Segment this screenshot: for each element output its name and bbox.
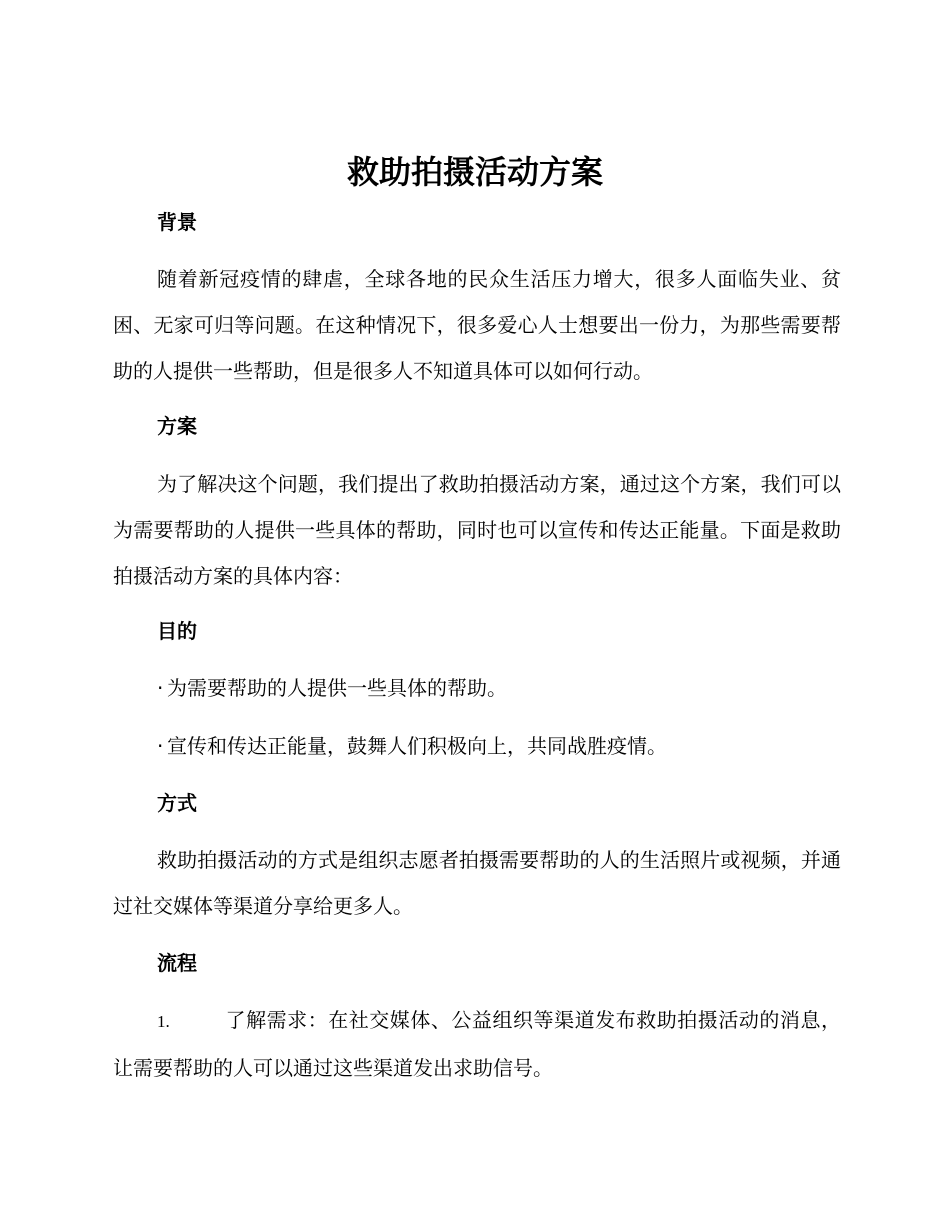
- purpose-bullet-item: [157, 674, 507, 702]
- purpose-bullet-text: 为需要帮助的人提供一些具体的帮助。: [167, 676, 507, 700]
- section-heading-purpose: 目的: [157, 619, 197, 643]
- bullet-marker: ·: [157, 734, 164, 758]
- purpose-bullet-text: 宣传和传达正能量，鼓舞人们积极向上，共同战胜疫情。: [167, 734, 667, 758]
- plan-paragraph: 为了解决这个问题，我们提出了救助拍摄活动方案，通过这个方案，我们可以为需要帮助的人提供一些具体的帮助，同时也可以宣传和传达正能量。下面是救助拍摄活动方案的具体内容：: [113, 472, 841, 588]
- section-heading-plan: 方案: [157, 414, 197, 438]
- section-heading-process: 流程: [157, 951, 197, 975]
- process-step-number: 1.: [157, 1012, 170, 1031]
- bullet-marker: ·: [157, 676, 164, 700]
- section-heading-background: 背景: [157, 210, 197, 234]
- document-title: 救助拍摄活动方案: [346, 153, 603, 191]
- section-heading-method: 方式: [157, 791, 197, 815]
- process-step: [113, 997, 841, 1091]
- process-step-text: 了解需求：在社交媒体、公益组织等渠道发布救助拍摄活动的消息，让需要帮助的人可以通过这些渠道发出求助信号。: [113, 1008, 841, 1080]
- background-paragraph: 随着新冠疫情的肆虐，全球各地的民众生活压力增大，很多人面临失业、贫困、无家可归等问题。在这种情况下，很多爱心人士想要出一份力，为那些需要帮助的人提供一些帮助，但是很多人不知道具体可以如何行动。: [113, 267, 841, 383]
- method-paragraph: 救助拍摄活动的方式是组织志愿者拍摄需要帮助的人的生活照片或视频，并通过社交媒体等渠道分享给更多人。: [113, 848, 841, 918]
- purpose-bullet-item: [157, 732, 667, 760]
